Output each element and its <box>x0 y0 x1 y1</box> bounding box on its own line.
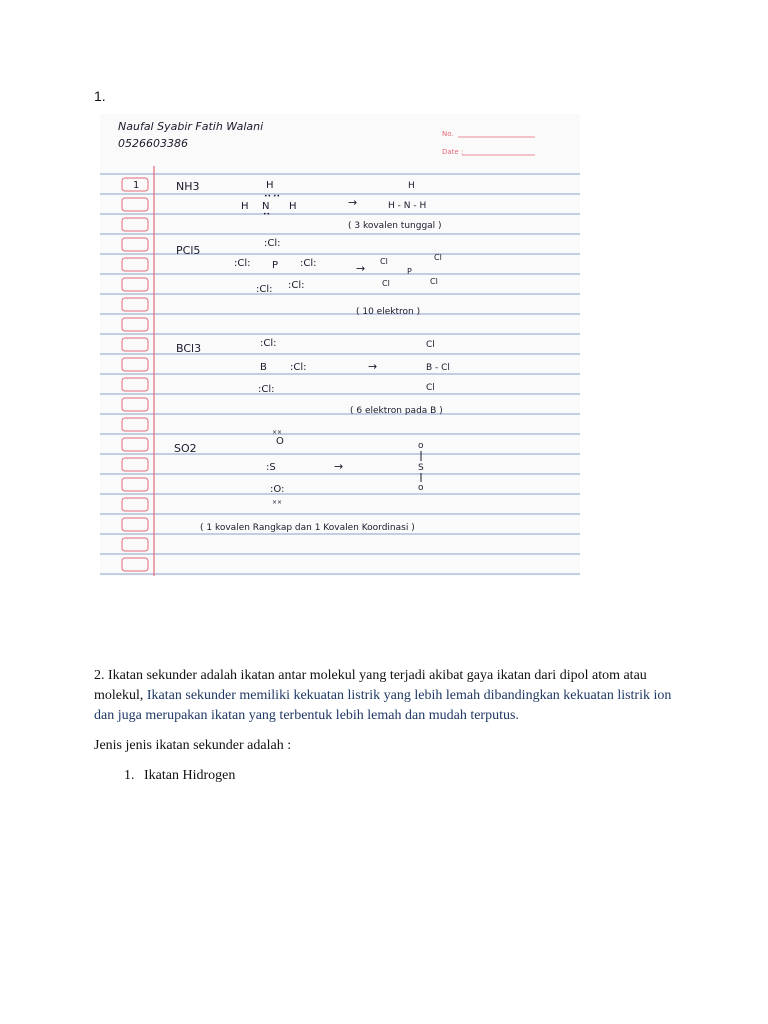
arrow-4: → <box>334 460 344 473</box>
types-list <box>94 766 694 786</box>
so2-structure <box>418 441 424 493</box>
svg-text:H: H <box>241 201 249 212</box>
nh3-structure: H - N - H <box>388 201 427 211</box>
svg-text:••: •• <box>263 211 271 218</box>
svg-text::Cl:: :Cl: <box>260 338 277 349</box>
student-id: 0526603386 <box>118 137 188 150</box>
svg-text:××: ×× <box>272 499 283 506</box>
svg-text:Cl: Cl <box>430 277 438 286</box>
svg-text:P: P <box>407 267 412 276</box>
svg-text:××: ×× <box>272 429 283 436</box>
svg-text::Cl:: :Cl: <box>300 258 317 269</box>
types-intro: Jenis jenis ikatan sekunder adalah : <box>94 738 292 753</box>
arrow-3: → <box>368 360 378 373</box>
pcl5-note: ( 10 elektron ) <box>356 307 421 317</box>
svg-text:S: S <box>418 463 424 473</box>
svg-text::Cl:: :Cl: <box>234 258 251 269</box>
list-item: 1. Ikatan Hidrogen <box>138 766 694 786</box>
bcl3-structure-center: B - Cl <box>426 363 450 373</box>
svg-text::Cl:: :Cl: <box>288 280 305 291</box>
no-label: No. <box>442 130 454 138</box>
question-2-paragraph <box>94 666 694 726</box>
question-2-answer <box>94 666 694 786</box>
svg-text::S: :S <box>266 462 276 473</box>
paragraph-start: 2. Ikatan sekunder adalah ikatan antar molekul yang terjadi akibat gaya ikatan dari dipol atom atau molekul, <box>94 668 647 703</box>
svg-text:N: N <box>262 201 270 212</box>
svg-text::Cl:: :Cl: <box>258 384 275 395</box>
svg-text:Cl: Cl <box>382 279 390 288</box>
svg-text:•• ••: •• •• <box>264 193 281 200</box>
question-1-number: 1. <box>94 88 106 104</box>
paragraph-blue-text: Ikatan sekunder memiliki kekuatan listrik yang lebih lemah dibandingkan kekuatan listrik ion dan juga merupakan ikatan yang terbentuk lebih lemah dan mudah terputus. <box>94 688 672 723</box>
svg-text::Cl:: :Cl: <box>256 284 273 295</box>
svg-text:H: H <box>289 201 297 212</box>
formula-pcl5: PCl5 <box>176 244 201 257</box>
svg-text:H: H <box>266 180 274 191</box>
nh3-top-h: H <box>408 181 415 191</box>
handwritten-notebook-photo <box>100 114 580 576</box>
nh3-note: ( 3 kovalen tunggal ) <box>348 221 442 231</box>
svg-text:Cl: Cl <box>426 383 435 393</box>
date-label: Date : <box>442 148 464 156</box>
svg-text::Cl:: :Cl: <box>264 238 281 249</box>
formula-so2: SO2 <box>174 442 197 455</box>
student-name: Naufal Syabir Fatih Walani <box>118 120 264 133</box>
svg-text:B: B <box>260 362 267 373</box>
row-marker: 1 <box>133 180 140 191</box>
so2-note: ( 1 kovalen Rangkap dan 1 Kovalen Koordinasi ) <box>200 523 415 533</box>
svg-text:Cl: Cl <box>426 340 435 350</box>
svg-text:Cl: Cl <box>380 257 388 266</box>
formula-nh3: NH3 <box>176 180 200 193</box>
svg-text::O:: :O: <box>270 484 285 495</box>
bcl3-note: ( 6 elektron pada B ) <box>350 406 443 416</box>
formula-bcl3: BCl3 <box>176 342 202 355</box>
svg-text:o: o <box>418 441 424 451</box>
svg-text::Cl:: :Cl: <box>290 362 307 373</box>
arrow-1: → <box>348 196 358 209</box>
svg-text:O: O <box>276 436 284 447</box>
svg-text:P: P <box>272 260 279 271</box>
svg-text:o: o <box>418 483 424 493</box>
svg-text:Cl: Cl <box>434 253 442 262</box>
arrow-2: → <box>356 262 366 275</box>
